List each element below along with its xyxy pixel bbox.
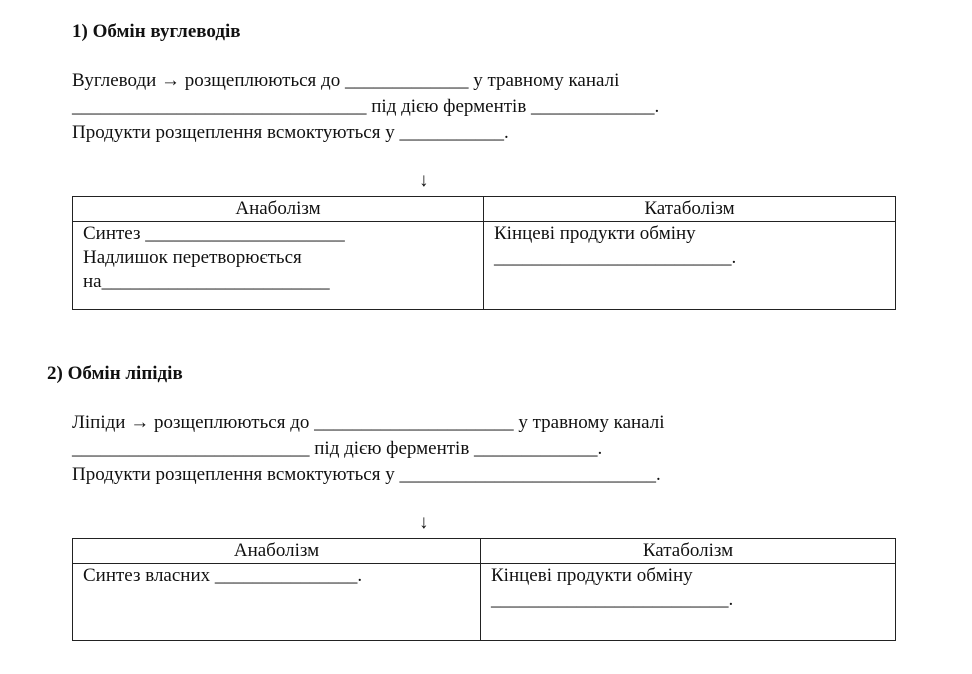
section2-table <box>72 538 896 641</box>
down-arrow-icon: ↓ <box>419 170 429 191</box>
catabolism-line: Кінцеві продукти обміну <box>494 223 696 244</box>
catabolism-header: Катаболізм <box>484 197 896 222</box>
catabolism-cell <box>481 564 896 641</box>
section1-line2: _______________________________ під дією ферментів _____________. <box>72 96 660 117</box>
catabolism-header: Катаболізм <box>481 539 896 564</box>
section1-table <box>72 196 896 310</box>
section2-line3: Продукти розщеплення всмоктуються у ___________________________. <box>72 464 661 485</box>
anabolism-cell <box>73 222 484 310</box>
anabolism-header: Анаболізм <box>73 539 481 564</box>
section2-heading: 2) Обмін ліпідів <box>47 363 183 384</box>
anabolism-cell <box>73 564 481 641</box>
section2-line1: Ліпіди → розщеплюються до _____________________ у травному каналі <box>72 412 665 433</box>
section1-heading: 1) Обмін вуглеводів <box>72 21 241 42</box>
anabolism-line: Синтез власних _______________. <box>83 565 363 586</box>
section1-line3: Продукти розщеплення всмоктуються у ___________. <box>72 122 509 143</box>
section2-line2: _________________________ під дією ферментів _____________. <box>72 438 603 459</box>
catabolism-line: Кінцеві продукти обміну <box>491 565 693 586</box>
catabolism-line: _________________________. <box>491 589 734 610</box>
catabolism-line: _________________________. <box>494 247 737 268</box>
anabolism-line: Синтез _____________________ <box>83 223 345 244</box>
anabolism-header: Анаболізм <box>73 197 484 222</box>
anabolism-line: на________________________ <box>83 271 330 292</box>
anabolism-line: Надлишок перетворюється <box>83 247 302 268</box>
section1-line1: Вуглеводи → розщеплюються до _____________ у травному каналі <box>72 70 620 91</box>
down-arrow-icon: ↓ <box>419 512 429 533</box>
catabolism-cell <box>484 222 896 310</box>
